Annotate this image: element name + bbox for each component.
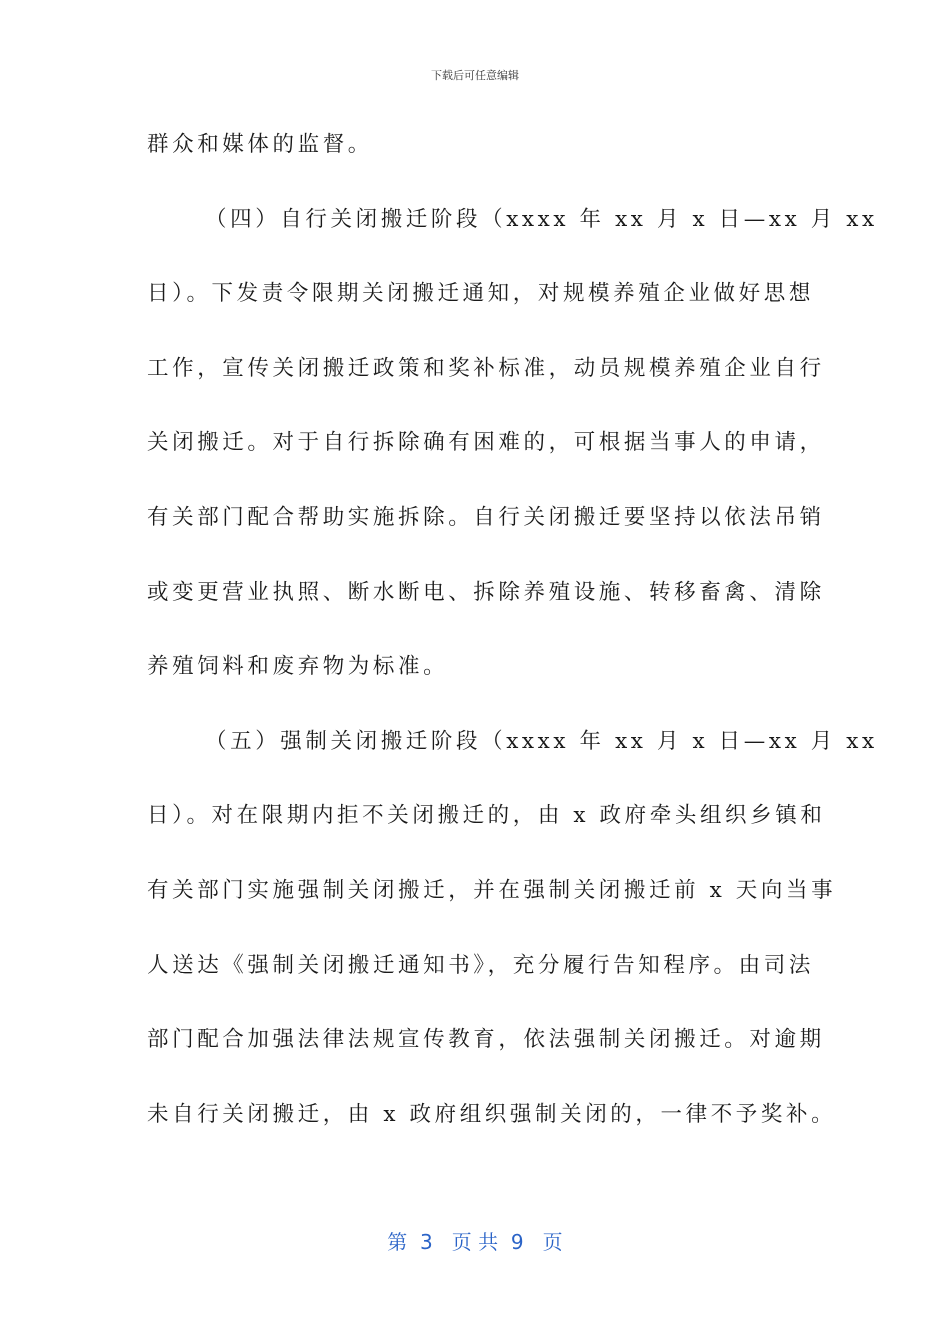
text-line: 关闭搬迁。对于自行拆除确有困难的，可根据当事人的申请， — [147, 430, 825, 456]
text-line: 人送达《强制关闭搬迁通知书》，充分履行告知程序。由司法 — [147, 952, 814, 978]
header-note: 下载后可任意编辑 — [431, 69, 519, 82]
text-line: 部门配合加强法律法规宣传教育，依法强制关闭搬迁。对逾期 — [147, 1027, 825, 1053]
text-line: 群众和媒体的监督。 — [147, 132, 373, 157]
text-line: 有关部门配合帮助实施拆除。自行关闭搬迁要坚持以依法吊销 — [147, 504, 825, 530]
page-number-footer: 第 3 页 共 9 页 — [387, 1230, 563, 1254]
section-heading-line: （四）自行关闭搬迁阶段（xxxx 年 xx 月 x 日—xx 月 xx — [205, 206, 878, 232]
text-line: 养殖饲料和废弃物为标准。 — [147, 654, 449, 680]
text-line: 有关部门实施强制关闭搬迁，并在强制关闭搬迁前 x 天向当事 — [147, 877, 837, 903]
document-body — [147, 122, 878, 1166]
text-line: 日）。对在限期内拒不关闭搬迁的，由 x 政府牵头组织乡镇和 — [147, 803, 826, 829]
text-line: 工作，宣传关闭搬迁政策和奖补标准，动员规模养殖企业自行 — [147, 355, 825, 381]
text-line: 日）。下发责令限期关闭搬迁通知，对规模养殖企业做好思想 — [147, 281, 814, 307]
text-line: 未自行关闭搬迁，由 x 政府组织强制关闭的，一律不予奖补。 — [147, 1101, 837, 1127]
section-heading-line: （五）强制关闭搬迁阶段（xxxx 年 xx 月 x 日—xx 月 xx — [205, 728, 878, 754]
text-line: 或变更营业执照、断水断电、拆除养殖设施、转移畜禽、清除 — [147, 579, 825, 605]
